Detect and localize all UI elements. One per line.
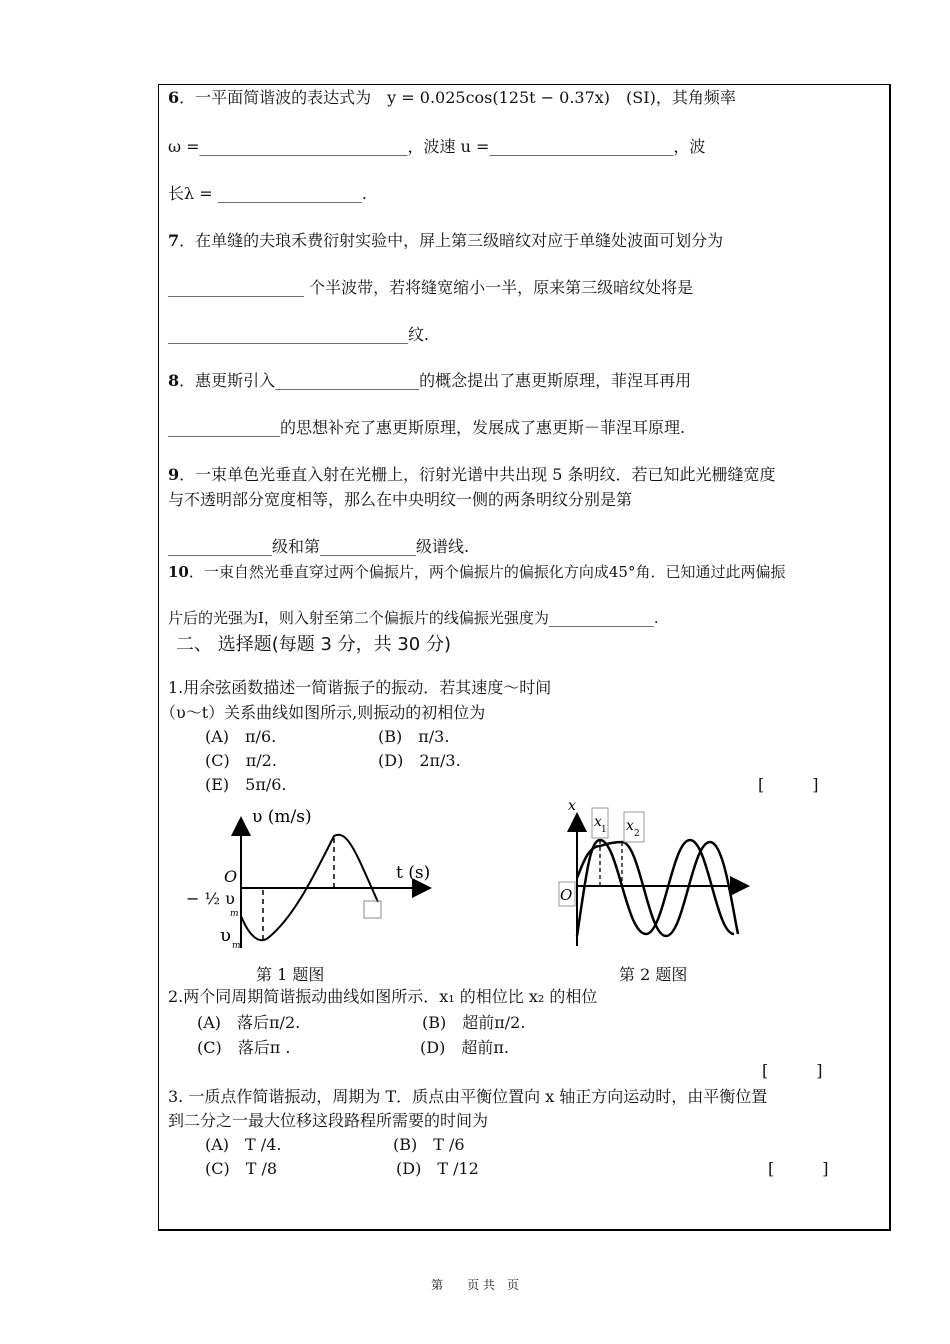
q9-line3: _____________级和第____________级谱线. [168,537,470,556]
q6-line1 [168,88,736,108]
figure-2 [556,796,752,956]
q8-number: 8 [168,371,180,390]
fig1-caption: 第 1 题图 [256,965,325,984]
c1-line2: （υ～t）关系曲线如图所示,则振动的初相位为 [160,703,486,722]
q8-text1: ．惠更斯引入__________________的概念提出了惠更斯原理，菲涅耳再用 [179,371,692,390]
c1-line1: 1.用余弦函数描述一简谐振子的振动．若其速度～时间 [168,678,552,697]
q7-line1 [168,231,723,251]
q7-line2: _________________ 个半波带，若将缝宽缩小一半，原来第三级暗纹处将是 [168,278,694,297]
c3-option-c: (C) T /8 [205,1159,278,1178]
q10-number: 10 [168,563,189,581]
fig1-blank-box [364,901,381,918]
fig2-caption: 第 2 题图 [619,965,688,984]
fig2-x2-sub: 2 [634,829,640,839]
c3-answer-bracket: [ ] [768,1159,829,1178]
section-heading: 二、 选择题(每题 3 分，共 30 分) [176,634,452,655]
q9-number: 9 [168,465,180,484]
fig1-ylabel: υ (m/s) [252,807,312,827]
fig2-x1-sub: 1 [601,825,607,835]
q6-line3: 长λ = __________________. [168,184,367,203]
c3-line1: 3. 一质点作简谐振动，周期为 T．质点由平衡位置向 x 轴正方向运动时，由平衡位置 [168,1087,768,1106]
fig2-x2-label: x [626,818,634,834]
c1-option-d: (D) 2π/3. [378,751,461,770]
q9-line2: 与不透明部分宽度相等，那么在中央明纹一侧的两条明纹分别是第 [168,490,633,509]
fig1-xlabel: t (s) [396,863,431,883]
q7-text1: ．在单缝的夫琅禾费衍射实验中，屏上第三级暗纹对应于单缝处波面可划分为 [179,231,724,250]
fig1-origin: O [224,867,238,886]
page-footer: 第 页 共 页 [431,1278,519,1292]
q6-number: 6 [168,88,180,107]
q7-number: 7 [168,231,180,250]
q6-text1: ．一平面简谐波的表达式为 y = 0.025cos(125t − 0.37x) (SI)，其角频率 [179,88,736,107]
fig2-ylabel: x [568,798,576,814]
q10-line1 [168,562,785,582]
c3-option-d: (D) T /12 [396,1159,479,1178]
c1-answer-bracket: [ ] [758,775,819,794]
q10-text1: ．一束自然光垂直穿过两个偏振片，两个偏振片的偏振化方向成45°角．已知通过此两偏振 [188,563,786,581]
q8-line1 [168,371,691,391]
c3-option-a: (A) T /4. [205,1135,282,1154]
exam-frame [158,84,891,1231]
q6-line2: ω =__________________________，波速 u =_______________________，波 [168,137,706,156]
q7-line3: ______________________________纹. [168,325,430,344]
c2-option-d: (D) 超前π. [420,1038,509,1057]
fig2-x1-label: x [594,814,602,830]
fig1-vm-sub: m [232,941,241,951]
figure-1 [178,798,448,956]
c2-option-a: (A) 落后π/2. [197,1013,301,1032]
fig2-origin: O [560,886,573,904]
c1-option-e: (E) 5π/6. [205,775,287,794]
c2-option-c: (C) 落后π . [197,1038,291,1057]
c1-option-b: (B) π/3. [378,727,450,746]
fig1-half-sub: m [230,909,239,919]
q9-text1: ．一束单色光垂直入射在光栅上，衍射光谱中共出现 5 条明纹．若已知此光栅缝宽度 [179,465,776,484]
fig1-half-label: − ½ υ [186,889,235,908]
c3-line2: 到二分之一最大位移这段路程所需要的时间为 [168,1111,489,1130]
c3-option-b: (B) T /6 [393,1135,465,1154]
c1-option-a: (A) π/6. [205,727,277,746]
q10-line2: 片后的光强为I，则入射至第二个偏振片的线偏振光强度为______________. [168,609,659,627]
c2-answer-bracket: [ ] [762,1061,823,1080]
fig1-vm-label: υ [220,925,231,946]
q8-line2: ______________的思想补充了惠更斯原理，发展成了惠更斯－菲涅耳原理. [168,418,686,437]
c2-line1: 2.两个同周期简谐振动曲线如图所示．x₁ 的相位比 x₂ 的相位 [168,987,598,1006]
c1-option-c: (C) π/2. [205,751,277,770]
c2-option-b: (B) 超前π/2. [422,1013,526,1032]
q9-line1 [168,465,776,485]
